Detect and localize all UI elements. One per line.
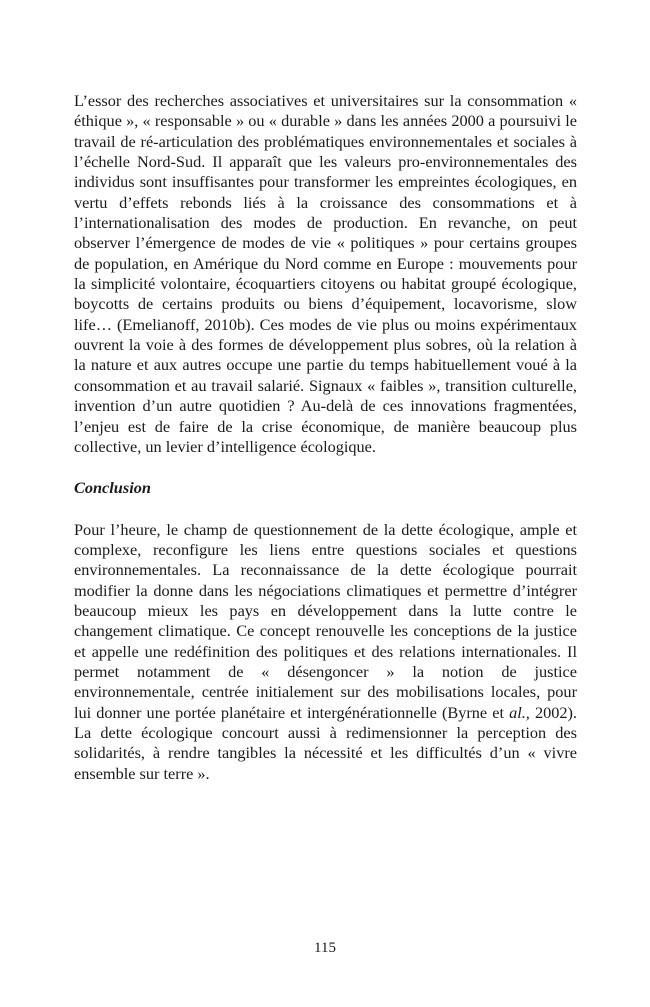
conclusion-text-end: 2002). La dette écologique concourt aussi à redimensionner la perception des solidarités, à rendre tangibles la nécessité et les difficultés d’un « vivre ensemble sur terre ». (74, 702, 578, 783)
conclusion-text-start: Pour l’heure, le champ de questionnement de la dette écologique, ample et complexe, reconfigure les liens entre questions sociales et questions environnementales. La reconnaissance de la dette écologique pourrait modifier la donne dans les négociations climatiques et permettre d’intégrer beaucoup mieux les pays en développement dans la lutte contre le changement climatique. Ce concept renouvelle les conceptions de la justice et appelle une redéfinition des politiques et des relations internationales. Il permet notamment de « désengoncer » la notion de justice environnementale, centrée initialement sur des mobilisations locales, pour lui donner une portée planétaire et intergénérationnelle (Byrne et (74, 519, 577, 722)
page-body (74, 91, 577, 784)
page-number: 115 (314, 940, 336, 956)
body-paragraph: L’essor des recherches associatives et universitaires sur la consommation « éthique », « responsable » ou « durable » dans les années 2000 a poursuivi le travail de ré-articulation des problématiques environnementales et sociales à l’échelle Nord-Sud. Il apparaît que les valeurs pro-environnementales des individus sont insuffisantes pour transformer les empreintes écologiques, en vertu d’effets rebonds liés à la croissance des consommations et à l’internationalisation des modes de production. En revanche, on peut observer l’émergence de modes de vie « politiques » pour certains groupes de population, en Amérique du Nord comme en Europe : mouvements pour la simplicité volontaire, écoquartiers citoyens ou habitat groupé écologique, boycotts de certains produits ou biens d’équipement, locavorisme, slow life… (Emelianoff, 2010b). Ces modes de vie plus ou moins expérimentaux ouvrent la voie à des formes de développement plus sobres, où la relation à la nature et aux autres occupe une partie du temps habituellement voué à la consommation et au travail salarié. Signaux « faibles », transition culturelle, invention d’un autre quotidien ? Au-delà de ces innovations fragmentées, l’enjeu est de faire de la crise économique, de manière beaucoup plus collective, un levier d’intelligence écologique. (74, 91, 577, 456)
citation-italic: al., (509, 702, 530, 722)
section-heading: Conclusion (74, 478, 151, 498)
conclusion-paragraph (74, 520, 577, 784)
